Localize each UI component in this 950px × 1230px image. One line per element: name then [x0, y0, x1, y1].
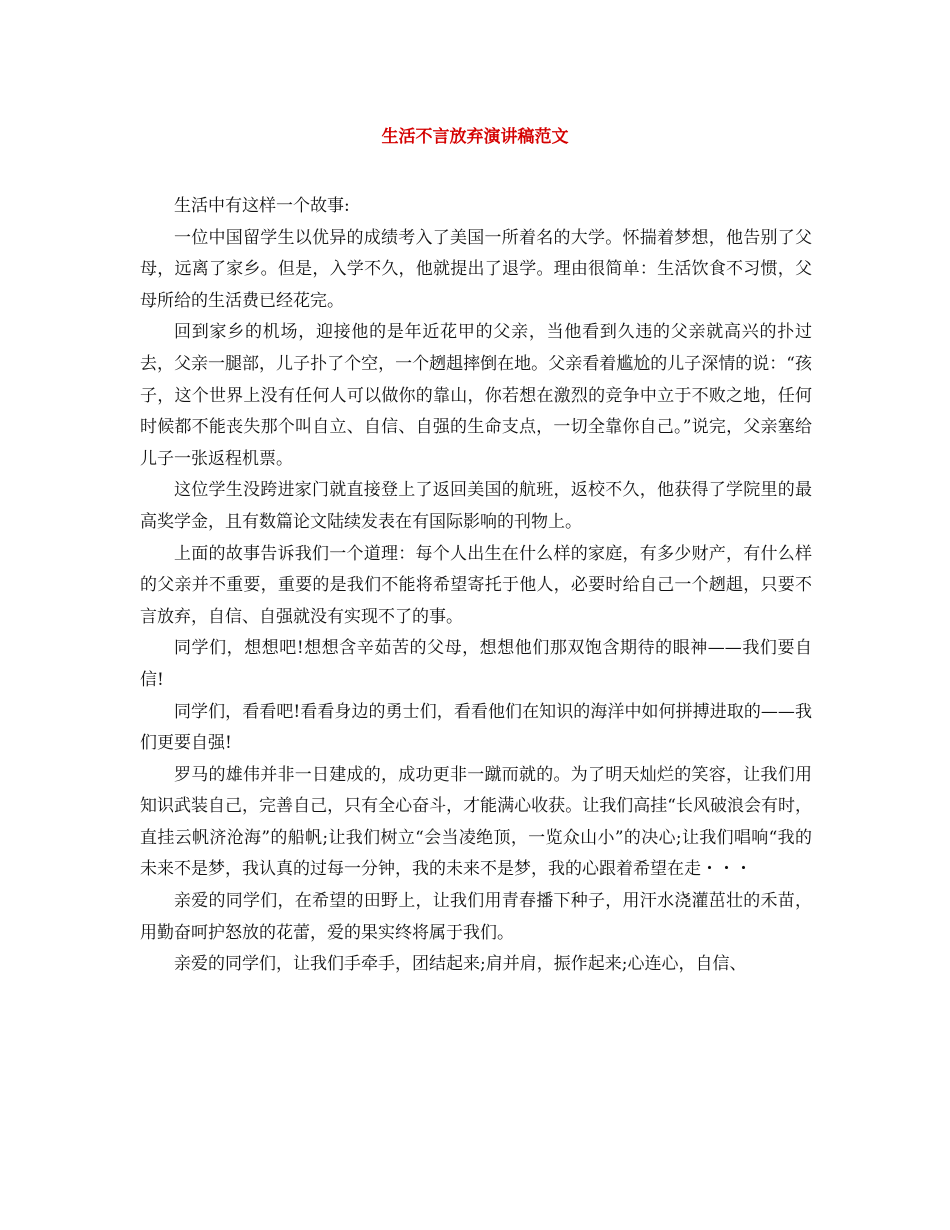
paragraph: 生活中有这样一个故事: — [174, 196, 350, 216]
paragraph: 罗马的雄伟并非一日建成的，成功更非一蹴而就的。为了明天灿烂的笑容，让我们用知识武装自己，完善自己，只有全心奋斗，才能满心收获。让我们高挂“长风破浪会有时，直挂云帆济沧海”的船帆;让我们树立“会当凌绝顶，一览众山小”的决心;让我们唱响“我的未来不是梦，我认真的过每一分钟，我的未来不是梦，我的心跟着希望在走・・・ — [140, 764, 812, 880]
paragraph: 这位学生没跨进家门就直接登上了返回美国的航班，返校不久，他获得了学院里的最高奖学金，且有数篇论文陆续发表在有国际影响的刊物上。 — [140, 480, 812, 532]
paragraph: 亲爱的同学们，在希望的田野上，让我们用青春播下种子，用汗水浇灌茁壮的禾苗，用勤奋呵护怒放的花蕾，爱的果实终将属于我们。 — [140, 891, 812, 943]
document-title: 生活不言放弃演讲稿范文 — [381, 127, 569, 147]
paragraph: 上面的故事告诉我们一个道理：每个人出生在什么样的家庭，有多少财产，有什么样的父亲并不重要，重要的是我们不能将希望寄托于他人，必要时给自己一个趔趄，只要不言放弃，自信、自强就没有实现不了的事。 — [140, 543, 812, 627]
document-body — [140, 191, 812, 981]
paragraph: 亲爱的同学们，让我们手牵手，团结起来;肩并肩，振作起来;心连心，自信、 — [174, 954, 747, 975]
paragraph: 回到家乡的机场，迎接他的是年近花甲的父亲，当他看到久违的父亲就高兴的扑过去，父亲一腿部，儿子扑了个空，一个趔趄摔倒在地。父亲看着尴尬的儿子深情的说：“孩子，这个世界上没有任何人可以做你的靠山，你若想在激烈的竞争中立于不败之地，任何时候都不能丧失那个叫自立、自信、自强的生命支点，一切全靠你自己。”说完，父亲塞给儿子一张返程机票。 — [140, 322, 812, 469]
paragraph: 同学们，看看吧!看看身边的勇士们，看看他们在知识的海洋中如何拼搏进取的——我们更要自强! — [140, 701, 812, 754]
paragraph: 一位中国留学生以优异的成绩考入了美国一所着名的大学。怀揣着梦想，他告别了父母，远离了家乡。但是，入学不久，他就提出了退学。理由很简单：生活饮食不习惯，父母所给的生活费已经花完。 — [140, 227, 812, 311]
paragraph: 同学们，想想吧!想想含辛茹苦的父母，想想他们那双饱含期待的眼神——我们要自信! — [140, 638, 812, 690]
